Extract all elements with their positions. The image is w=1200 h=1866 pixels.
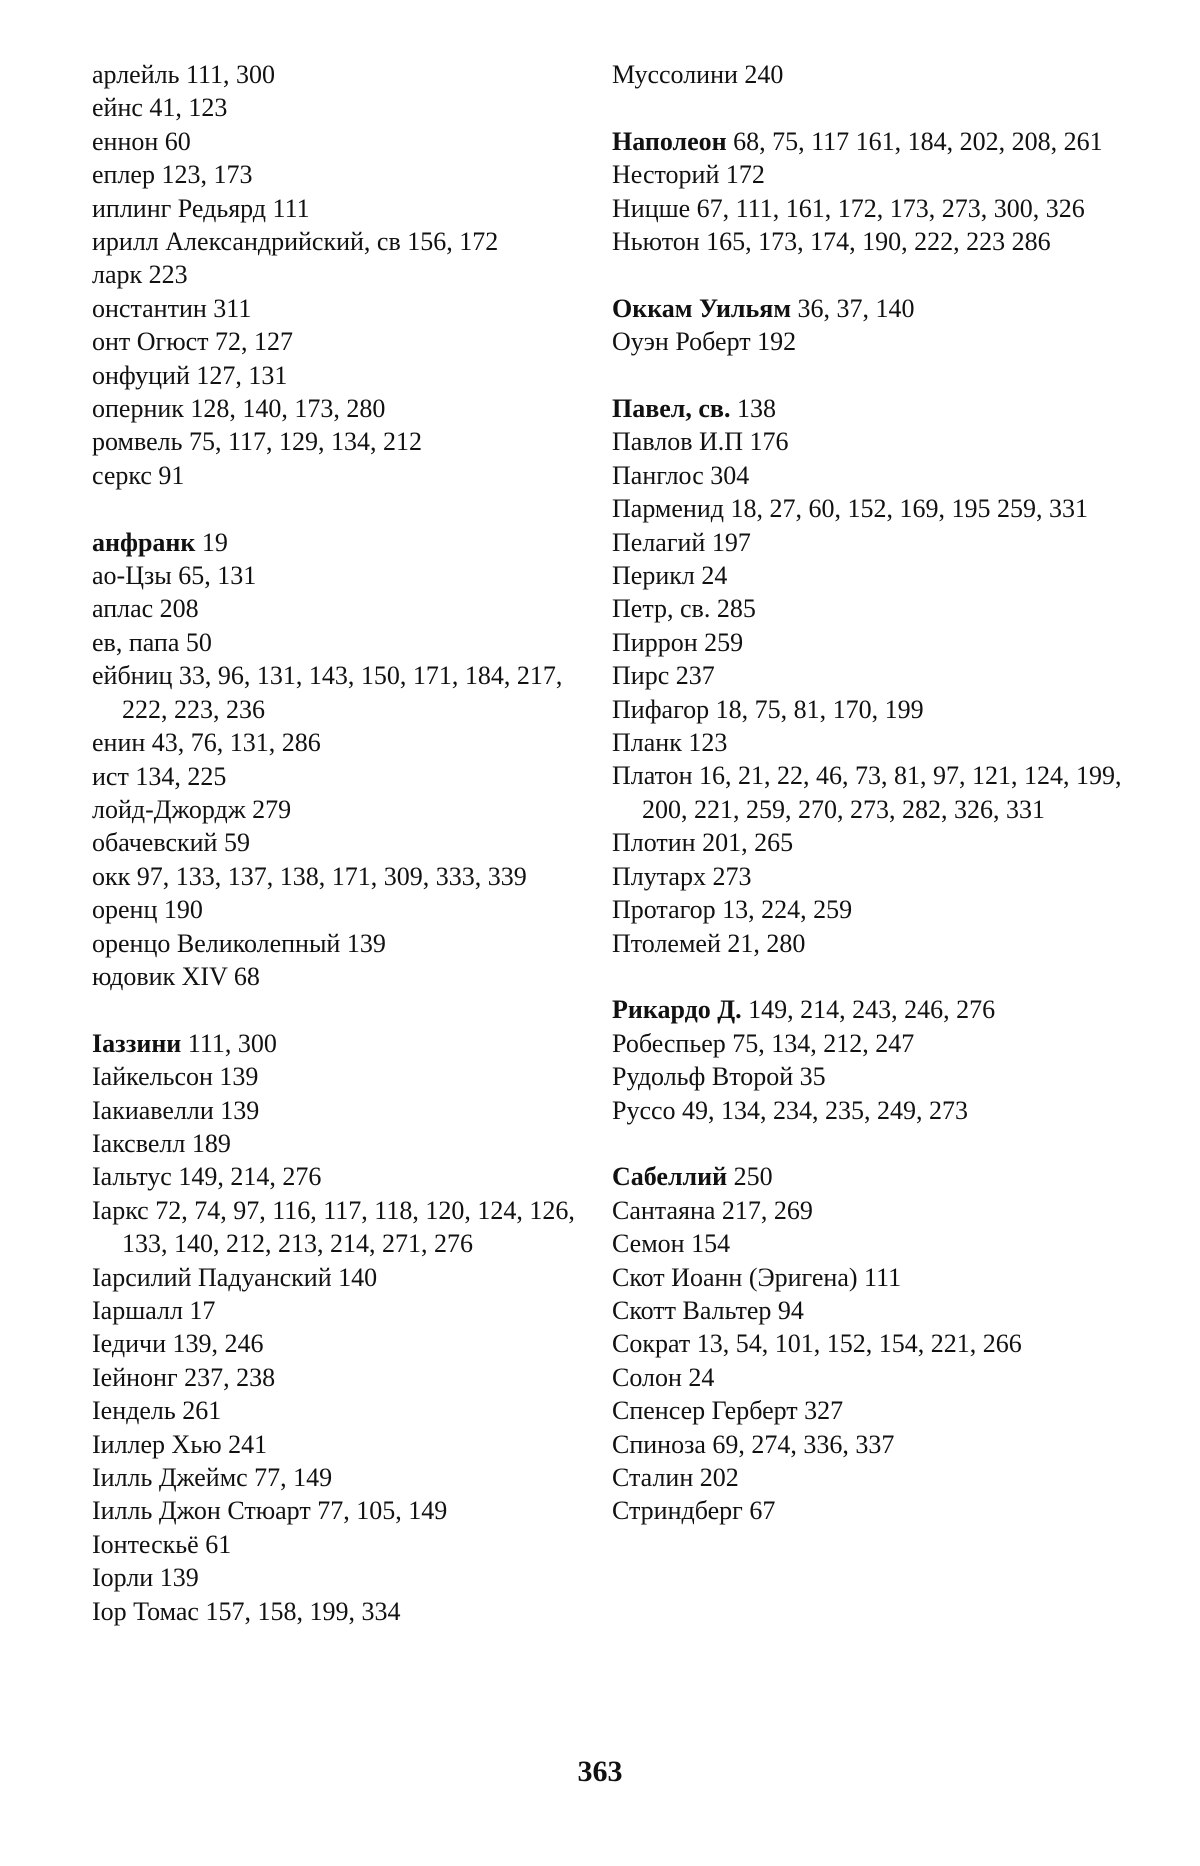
index-entry: [612, 325, 1152, 358]
index-entry: [92, 1595, 592, 1628]
index-entry-text: онстантин 311: [92, 293, 252, 323]
section-gap: [612, 960, 1152, 993]
index-entry-text: обачевский 59: [92, 828, 250, 858]
index-entry-text: Пиррон 259: [612, 627, 744, 657]
index-entry-text: Перикл 24: [612, 561, 728, 591]
index-entry-text: Павлов И.П 176: [612, 427, 789, 457]
index-entry-text: арлейль 111, 300: [92, 60, 276, 89]
index-entry-text: Іаксвелл 189: [92, 1128, 231, 1158]
index-entry-text: Платон 16, 21, 22, 46, 73, 81, 97, 121, 124, 199, 200, 221, 259, 270, 273, 282, 326, 331: [612, 761, 1122, 824]
index-entry: [612, 993, 1152, 1026]
index-entry-text: 19: [195, 527, 228, 557]
index-entry-text: Скотт Вальтер 94: [612, 1295, 804, 1325]
index-entry-text: Іаршалл 17: [92, 1296, 216, 1325]
index-entry: [612, 893, 1152, 926]
index-column-right: [612, 58, 1152, 1528]
index-entry: [92, 192, 592, 225]
index-entry-text: Іендель 261: [92, 1396, 222, 1426]
index-entry: [92, 559, 592, 592]
index-entry-text: ромвель 75, 117, 129, 134, 212: [92, 427, 422, 457]
index-entry: [92, 1461, 592, 1494]
index-entry-text: 36, 37, 140: [791, 293, 915, 323]
index-entry: [92, 359, 592, 392]
index-entry: [612, 1160, 1152, 1193]
index-entry-text: ейнс 41, 123: [92, 93, 228, 123]
index-entry: [612, 826, 1152, 859]
index-section-head: Оккам Уильям: [612, 293, 792, 323]
index-entry-text: Оуэн Роберт 192: [612, 327, 797, 357]
index-entry-text: Плутарх 273: [612, 861, 752, 891]
index-entry: [612, 1394, 1152, 1427]
section-gap: [92, 492, 592, 525]
index-entry-text: 138: [730, 394, 776, 424]
index-entry-text: юдовик XIV 68: [92, 961, 260, 991]
index-entry-text: енин 43, 76, 131, 286: [92, 728, 321, 758]
index-entry: [612, 225, 1152, 258]
index-section-head: анфранк: [92, 527, 196, 557]
index-entry-text: Панглос 304: [612, 460, 750, 490]
index-entry-text: Стриндберг 67: [612, 1496, 776, 1526]
index-entry-text: Птолемей 21, 280: [612, 928, 806, 958]
index-entry-text: Пелагий 197: [612, 527, 751, 557]
index-entry: [612, 192, 1152, 225]
index-entry: [612, 559, 1152, 592]
index-entry-text: Іаркс 72, 74, 97, 116, 117, 118, 120, 124, 126, 133, 140, 212, 213, 214, 271, 276: [92, 1195, 575, 1259]
index-entry-text: онт Огюст 72, 127: [92, 327, 294, 357]
index-section-head: Іаззини: [92, 1028, 182, 1058]
index-entry: [92, 1027, 592, 1060]
index-entry: [612, 125, 1152, 158]
index-entry: [92, 659, 592, 726]
index-entry: [92, 893, 592, 926]
index-entry-text: Руссо 49, 134, 234, 235, 249, 273: [612, 1095, 969, 1125]
index-entry-text: Іор Томас 157, 158, 199, 334: [92, 1596, 401, 1626]
index-entry-text: Сантаяна 217, 269: [612, 1195, 813, 1225]
index-entry: [92, 158, 592, 191]
index-entry-text: Іедичи 139, 246: [92, 1329, 264, 1359]
index-entry: [92, 1561, 592, 1594]
index-entry: [92, 1428, 592, 1461]
index-section-head: Сабеллий: [612, 1162, 728, 1192]
index-entry: [612, 759, 1152, 826]
index-entry-text: 111, 300: [181, 1028, 277, 1058]
index-entry-text: ист 134, 225: [92, 761, 227, 791]
index-entry-text: Іальтус 149, 214, 276: [92, 1162, 322, 1192]
index-entry: [612, 592, 1152, 625]
index-entry-text: Пифагор 18, 75, 81, 170, 199: [612, 694, 924, 724]
index-entry: [612, 459, 1152, 492]
index-entry: [612, 626, 1152, 659]
index-entry-text: ейбниц 33, 96, 131, 143, 150, 171, 184, 217, 222, 223, 236: [92, 661, 563, 724]
index-entry-text: аплас 208: [92, 594, 199, 624]
index-entry-text: Сталин 202: [612, 1462, 739, 1492]
index-entry-text: Іилль Джеймс 77, 149: [92, 1463, 333, 1493]
index-entry-text: оперник 128, 140, 173, 280: [92, 394, 386, 424]
index-entry: [612, 292, 1152, 325]
index-entry: [92, 258, 592, 291]
index-entry-text: Петр, св. 285: [612, 594, 756, 624]
section-gap: [612, 258, 1152, 291]
index-entry-text: 68, 75, 117 161, 184, 202, 208, 261: [726, 126, 1103, 156]
index-entry-text: Солон 24: [612, 1362, 715, 1392]
index-entry: [612, 392, 1152, 425]
index-entry-text: Робеспьер 75, 134, 212, 247: [612, 1028, 915, 1058]
index-entry: [612, 1060, 1152, 1093]
index-entry-text: Спенсер Герберт 327: [612, 1396, 844, 1426]
section-gap: [92, 993, 592, 1026]
index-entry: [612, 693, 1152, 726]
index-entry: [92, 960, 592, 993]
index-entry-text: Протагор 13, 224, 259: [612, 895, 853, 925]
index-entry: [92, 826, 592, 859]
index-entry-text: Семон 154: [612, 1229, 731, 1259]
index-entry-text: окк 97, 133, 137, 138, 171, 309, 333, 339: [92, 861, 527, 891]
index-entry: [92, 1127, 592, 1160]
index-entry: [92, 58, 592, 91]
index-entry: [612, 1094, 1152, 1127]
index-entry-text: Ньютон 165, 173, 174, 190, 222, 223 286: [612, 227, 1051, 257]
index-entry-text: оренцо Великолепный 139: [92, 928, 386, 958]
index-entry-text: ирилл Александрийский, св 156, 172: [92, 227, 499, 257]
index-entry-text: Рудольф Второй 35: [612, 1062, 826, 1092]
index-entry: [612, 1261, 1152, 1294]
index-entry: [92, 1494, 592, 1527]
index-entry-text: Спиноза 69, 274, 336, 337: [612, 1429, 895, 1459]
index-entry-text: еннон 60: [92, 126, 191, 156]
index-entry: [92, 1294, 592, 1327]
index-entry: [612, 526, 1152, 559]
index-entry: [92, 1094, 592, 1127]
index-entry: [92, 459, 592, 492]
index-entry-text: Пирс 237: [612, 661, 715, 691]
index-entry-text: Іилль Джон Стюарт 77, 105, 149: [92, 1496, 448, 1526]
index-entry-text: Сократ 13, 54, 101, 152, 154, 221, 266: [612, 1329, 1022, 1359]
index-entry: [612, 1194, 1152, 1227]
index-entry: [92, 1160, 592, 1193]
index-entry-text: ао-Цзы 65, 131: [92, 561, 257, 591]
index-entry-text: Плотин 201, 265: [612, 828, 794, 858]
index-entry: [92, 125, 592, 158]
index-entry-text: Несторий 172: [612, 160, 765, 190]
index-entry: [612, 726, 1152, 759]
index-entry: [92, 927, 592, 960]
index-entry-text: 250: [727, 1162, 773, 1192]
index-entry: [612, 1494, 1152, 1527]
index-entry: [92, 91, 592, 124]
index-entry: [92, 1361, 592, 1394]
index-entry-text: Іайкельсон 139: [92, 1062, 259, 1092]
index-entry: [612, 1327, 1152, 1360]
index-entry: [92, 392, 592, 425]
index-entry-text: Іонтескьё 61: [92, 1529, 232, 1559]
index-entry-text: Іейнонг 237, 238: [92, 1362, 276, 1392]
index-entry: [92, 425, 592, 458]
index-entry-text: Іорли 139: [92, 1563, 199, 1593]
index-entry-text: Планк 123: [612, 728, 728, 758]
index-entry-text: Ницше 67, 111, 161, 172, 173, 273, 300, 326: [612, 193, 1085, 223]
index-entry: [612, 860, 1152, 893]
index-entry-text: серкс 91: [92, 460, 185, 490]
index-section-head: Павел, св.: [612, 394, 731, 424]
index-entry-text: оренц 190: [92, 895, 203, 925]
index-entry: [92, 1394, 592, 1427]
index-entry-text: иплинг Редьярд 111: [92, 193, 310, 223]
index-entry: [612, 1227, 1152, 1260]
index-entry: [92, 626, 592, 659]
index-section-head: Рикардо Д.: [612, 995, 742, 1025]
index-entry-text: Іарсилий Падуанский 140: [92, 1262, 378, 1292]
index-entry: [612, 492, 1152, 525]
index-entry: [612, 659, 1152, 692]
index-entry: [92, 325, 592, 358]
index-entry: [92, 860, 592, 893]
index-entry: [92, 793, 592, 826]
index-entry: [92, 1528, 592, 1561]
index-entry: [612, 425, 1152, 458]
index-entry: [92, 1194, 592, 1261]
index-entry: [612, 1428, 1152, 1461]
index-entry: [612, 927, 1152, 960]
page-number: 363: [577, 1755, 623, 1788]
index-entry: [92, 760, 592, 793]
index-entry-text: лойд-Джордж 279: [92, 794, 292, 824]
index-section-head: Наполеон: [612, 126, 727, 156]
index-entry: [92, 592, 592, 625]
index-entry-text: Муссолини 240: [612, 60, 784, 89]
index-entry-text: 149, 214, 243, 246, 276: [741, 995, 996, 1025]
index-entry: [612, 158, 1152, 191]
index-entry-text: онфуций 127, 131: [92, 360, 288, 390]
index-entry-text: ев, папа 50: [92, 627, 212, 657]
index-entry: [92, 1327, 592, 1360]
index-column-left: [92, 58, 592, 1628]
index-entry: [612, 1027, 1152, 1060]
index-entry: [612, 1461, 1152, 1494]
index-entry: [612, 58, 1152, 91]
index-entry-text: еплер 123, 173: [92, 160, 253, 190]
index-entry: [92, 292, 592, 325]
section-gap: [612, 1127, 1152, 1160]
index-entry-text: Іакиавелли 139: [92, 1095, 260, 1125]
index-entry: [92, 1060, 592, 1093]
index-entry-text: Скот Иоанн (Эригена) 111: [612, 1262, 902, 1292]
index-entry-text: Парменид 18, 27, 60, 152, 169, 195 259, 331: [612, 494, 1088, 524]
index-entry: [612, 1294, 1152, 1327]
index-entry: [92, 225, 592, 258]
section-gap: [612, 91, 1152, 124]
index-entry: [92, 1261, 592, 1294]
index-entry-text: Іиллер Хью 241: [92, 1429, 268, 1459]
section-gap: [612, 359, 1152, 392]
index-entry: [612, 1361, 1152, 1394]
index-entry: [92, 526, 592, 559]
index-entry: [92, 726, 592, 759]
index-entry-text: ларк 223: [92, 260, 188, 290]
